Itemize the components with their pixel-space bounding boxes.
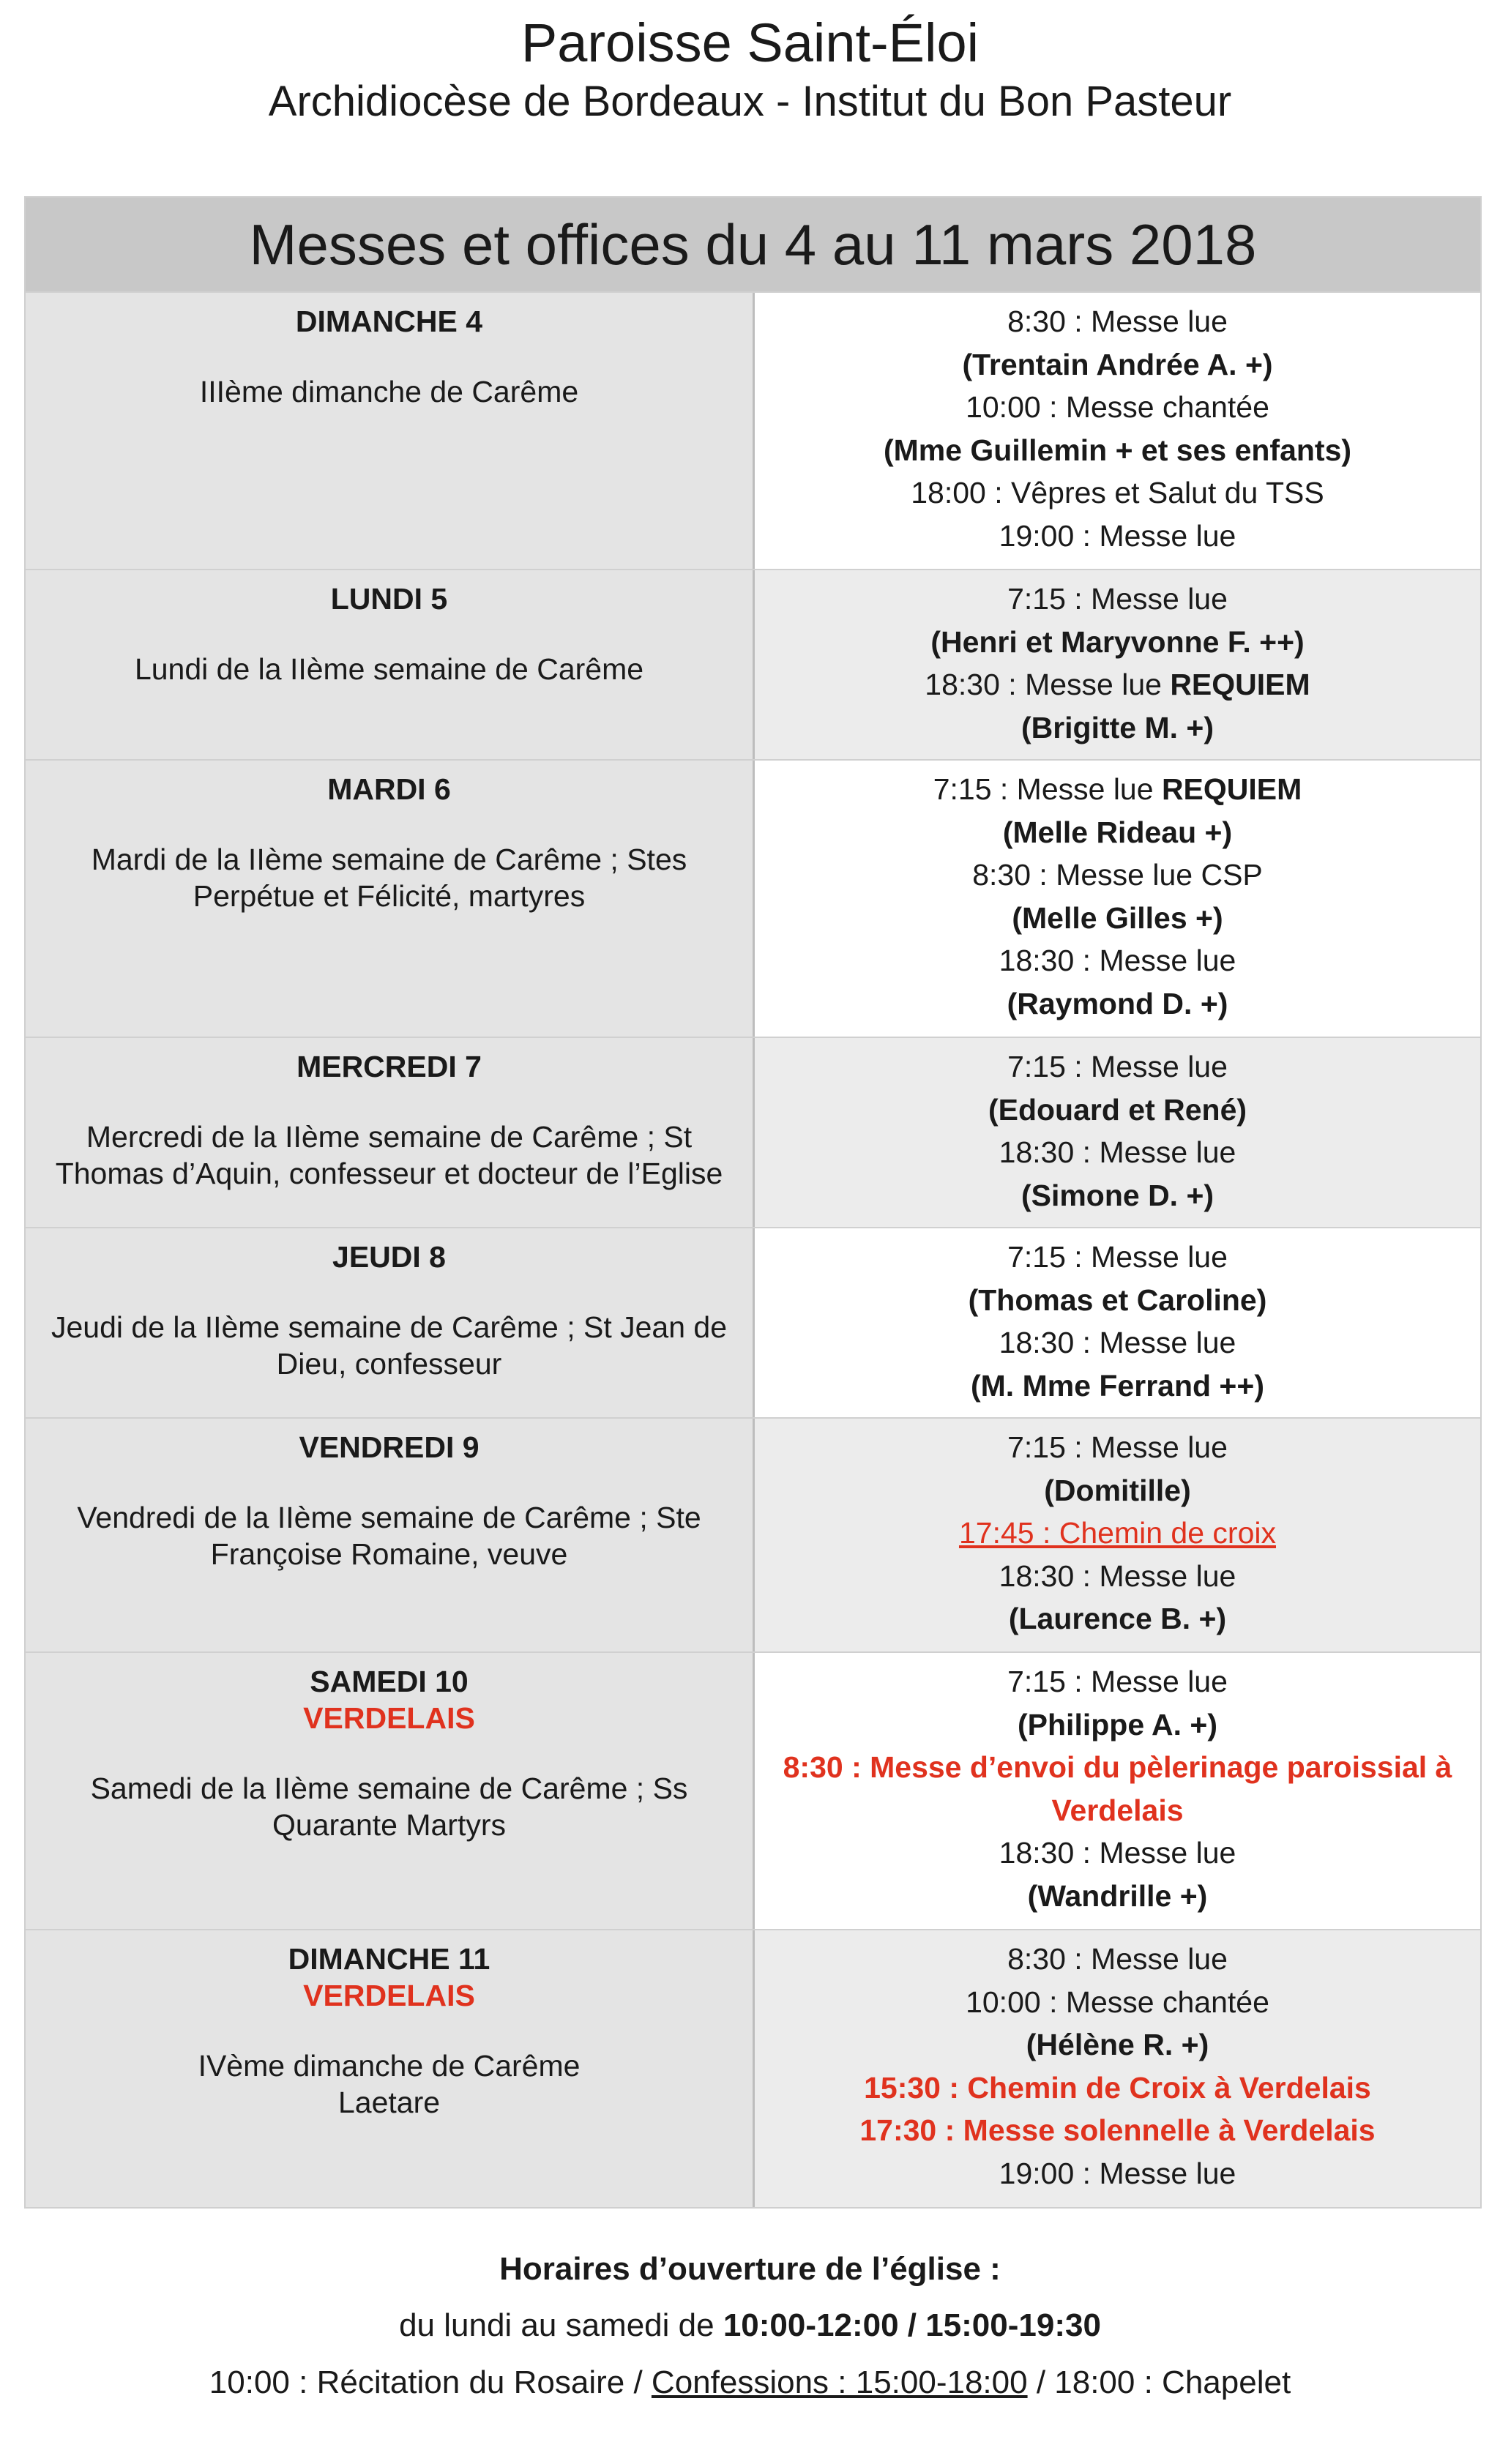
office-text: 8:30 : Messe d’envoi du pèlerinage paroissial à Verdelais [783, 1750, 1452, 1827]
office-line [769, 386, 1466, 429]
office-line [769, 1746, 1466, 1832]
offices-cell [755, 1038, 1480, 1227]
offices-cell [755, 761, 1480, 1037]
offices-cell [755, 570, 1480, 759]
office-line [769, 2023, 1466, 2067]
office-line [769, 1703, 1466, 1747]
office-text: (Melle Gilles +) [1012, 900, 1223, 935]
day-name: LUNDI 5 [330, 582, 448, 616]
day-row [26, 1037, 1480, 1227]
office-line [769, 1089, 1466, 1132]
day-cell [26, 1419, 755, 1651]
office-text: (Henri et Maryvonne F. ++) [930, 624, 1305, 659]
day-name: MERCREDI 7 [296, 1050, 482, 1083]
day-cell [26, 293, 755, 569]
office-text: REQUIEM [1170, 668, 1310, 701]
office-line [769, 2152, 1466, 2195]
office-line [769, 1426, 1466, 1469]
office-line [769, 300, 1466, 343]
office-line [769, 471, 1466, 515]
office-text: 8:30 : Messe lue [1007, 1942, 1228, 1976]
rosary-text: 10:00 : Récitation du Rosaire / [209, 2364, 652, 2400]
office-line [769, 1364, 1466, 1408]
office-text: 18:30 : Messe lue [999, 1836, 1236, 1870]
day-feast: Samedi de la IIème semaine de Carême ; Ss Quarante Martyrs [90, 1772, 688, 1842]
day-feast: Vendredi de la IIème semaine de Carême ; Ste Françoise Romaine, veuve [77, 1501, 701, 1571]
office-line [769, 1279, 1466, 1322]
day-name: JEUDI 8 [332, 1240, 446, 1274]
office-line [769, 429, 1466, 472]
day-row [26, 291, 1480, 569]
office-text: 7:15 : Messe lue [1007, 1240, 1228, 1274]
office-line [769, 1174, 1466, 1217]
hours-value: 10:00-12:00 / 15:00-19:30 [723, 2307, 1101, 2343]
office-line [769, 663, 1466, 706]
office-line [769, 768, 1466, 811]
office-text: (Raymond D. +) [1007, 986, 1228, 1020]
office-line [769, 578, 1466, 621]
day-name: VENDREDI 9 [299, 1430, 480, 1464]
office-line [769, 1512, 1466, 1555]
day-feast: IIIème dimanche de Carême [199, 375, 579, 408]
office-text: 18:30 : Messe lue [999, 1135, 1236, 1169]
office-line [769, 2109, 1466, 2152]
day-cell [26, 1930, 755, 2207]
day-row [26, 759, 1480, 1037]
office-line [769, 1131, 1466, 1174]
day-cell [26, 1038, 755, 1227]
office-line [769, 1555, 1466, 1598]
office-line [769, 706, 1466, 750]
office-line [769, 1875, 1466, 1918]
day-cell [26, 761, 755, 1037]
office-text: (Philippe A. +) [1018, 1707, 1217, 1741]
office-line [769, 343, 1466, 387]
day-row [26, 1651, 1480, 1929]
office-line [769, 2067, 1466, 2110]
offices-cell [755, 1653, 1480, 1929]
office-text: 15:30 : Chemin de Croix à Verdelais [864, 2070, 1371, 2105]
day-row [26, 1227, 1480, 1417]
offices-cell [755, 1930, 1480, 2207]
office-text: 10:00 : Messe chantée [966, 1985, 1269, 2019]
office-link[interactable]: 17:45 : Chemin de croix [958, 1516, 1276, 1550]
schedule-rows [26, 291, 1480, 2207]
office-text: 18:00 : Vêpres et Salut du TSS [911, 476, 1324, 509]
day-place: VERDELAIS [303, 1701, 475, 1735]
opening-hours-line [0, 2297, 1500, 2354]
day-feast: Mardi de la IIème semaine de Carême ; Stes Perpétue et Félicité, martyres [91, 843, 687, 913]
office-text: 18:30 : Messe lue [999, 1558, 1236, 1593]
office-line [769, 939, 1466, 982]
office-text: 18:30 : Messe lue [925, 668, 1171, 701]
day-cell [26, 1653, 755, 1929]
office-text: 10:00 : Messe chantée [966, 390, 1269, 424]
office-line [769, 854, 1466, 897]
day-name: MARDI 6 [327, 772, 451, 806]
day-name: DIMANCHE 11 [288, 1942, 490, 1976]
office-text: (Trentain Andrée A. +) [962, 347, 1273, 381]
office-line [769, 515, 1466, 558]
office-line [769, 1938, 1466, 1981]
office-text: 18:30 : Messe lue [999, 944, 1236, 977]
day-feast: Jeudi de la IIème semaine de Carême ; St Jean de Dieu, confesseur [51, 1310, 728, 1381]
office-text: (M. Mme Ferrand ++) [971, 1368, 1264, 1403]
day-name: DIMANCHE 4 [295, 305, 483, 338]
hours-prefix: du lundi au samedi de [399, 2307, 723, 2343]
office-line [769, 1597, 1466, 1640]
offices-cell [755, 1228, 1480, 1417]
day-feast: IVème dimanche de Carême Laetare [198, 2049, 581, 2119]
office-text: (Melle Rideau +) [1002, 815, 1233, 849]
schedule-heading: Messes et offices du 4 au 11 mars 2018 [26, 198, 1480, 291]
day-row [26, 569, 1480, 759]
office-text: 7:15 : Messe lue [933, 772, 1162, 806]
office-text: 8:30 : Messe lue CSP [972, 858, 1263, 892]
opening-hours-title: Horaires d’ouverture de l’église : [499, 2251, 1001, 2287]
office-text: 18:30 : Messe lue [999, 1326, 1236, 1359]
office-text: (Wandrille +) [1027, 1878, 1208, 1913]
chapelet-text: / 18:00 : Chapelet [1027, 2364, 1291, 2400]
office-line [769, 1981, 1466, 2024]
day-name: SAMEDI 10 [310, 1665, 469, 1698]
day-row [26, 1929, 1480, 2207]
office-line [769, 982, 1466, 1026]
office-text: (Thomas et Caroline) [968, 1283, 1267, 1317]
parish-title: Paroisse Saint-Éloi [520, 12, 980, 73]
office-line [769, 1469, 1466, 1512]
office-line [769, 897, 1466, 940]
office-line [769, 621, 1466, 664]
office-text: 7:15 : Messe lue [1007, 1430, 1228, 1464]
office-line [769, 1045, 1466, 1089]
office-text: 7:15 : Messe lue [1007, 582, 1228, 616]
office-line [769, 1321, 1466, 1364]
office-text: 7:15 : Messe lue [1007, 1050, 1228, 1083]
office-text: 17:30 : Messe solennelle à Verdelais [859, 2113, 1376, 2147]
offices-cell [755, 1419, 1480, 1651]
offices-cell [755, 293, 1480, 569]
opening-hours [0, 2241, 1500, 2411]
office-line [769, 811, 1466, 854]
office-text: (Simone D. +) [1020, 1178, 1214, 1212]
office-line [769, 1236, 1466, 1279]
office-text: REQUIEM [1161, 772, 1302, 806]
parish-subtitle: Archidiocèse de Bordeaux - Institut du Bon Pasteur [268, 78, 1232, 125]
confessions-link[interactable]: Confessions : 15:00-18:00 [651, 2364, 1028, 2400]
schedule-table [24, 196, 1482, 2209]
day-place: VERDELAIS [303, 1979, 475, 2012]
office-text: 19:00 : Messe lue [999, 2156, 1236, 2190]
day-cell [26, 1228, 755, 1417]
day-feast: Mercredi de la IIème semaine de Carême ; St Thomas d’Aquin, confesseur et docteur de l’Eglise [55, 1120, 723, 1190]
devotions-line [0, 2354, 1500, 2411]
office-text: (Domitille) [1044, 1473, 1191, 1507]
office-text: 8:30 : Messe lue [1007, 305, 1228, 338]
office-text: (Brigitte M. +) [1020, 710, 1214, 744]
page-header [0, 0, 1500, 127]
day-row [26, 1417, 1480, 1651]
office-line [769, 1660, 1466, 1703]
office-text: (Edouard et René) [988, 1092, 1247, 1127]
office-text: (Hélène R. +) [1026, 2028, 1209, 2061]
office-text: 7:15 : Messe lue [1007, 1665, 1228, 1698]
day-feast: Lundi de la IIème semaine de Carême [134, 652, 644, 686]
day-cell [26, 570, 755, 759]
office-text: (Laurence B. +) [1008, 1602, 1227, 1635]
office-text: 19:00 : Messe lue [999, 518, 1236, 553]
office-text: (Mme Guillemin + et ses enfants) [883, 433, 1352, 467]
office-line [769, 1832, 1466, 1875]
